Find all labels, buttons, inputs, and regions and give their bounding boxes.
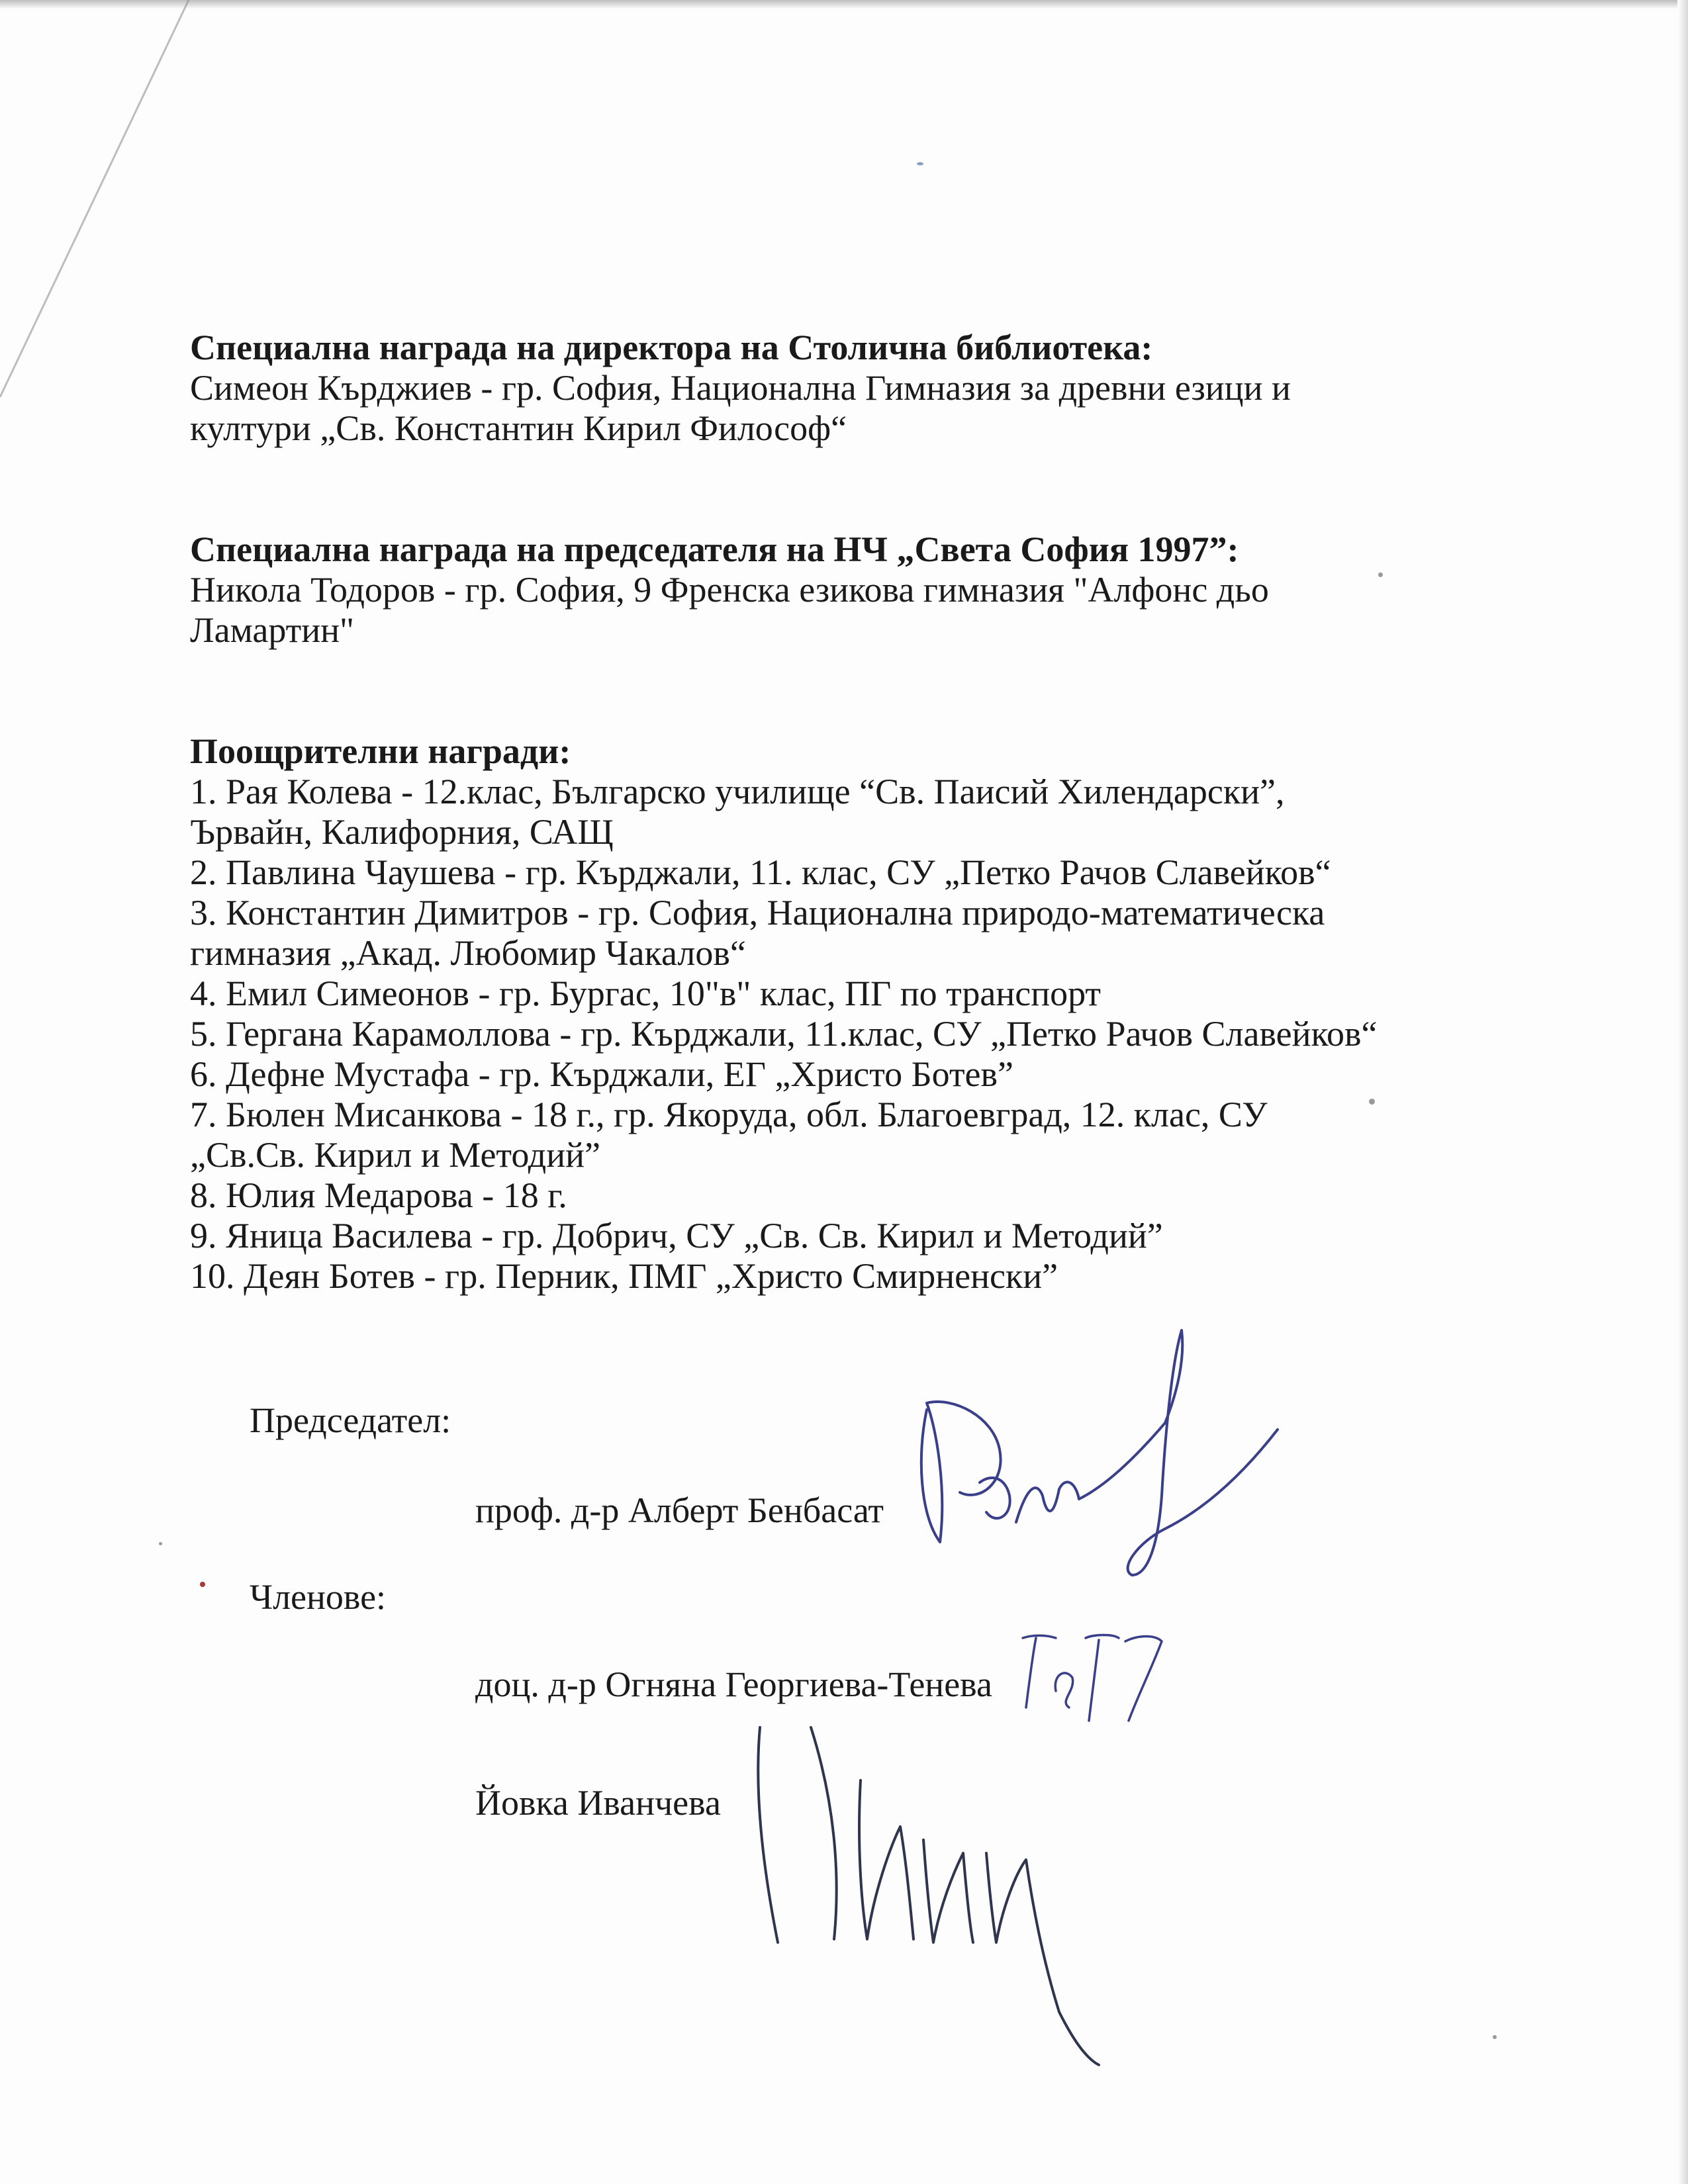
director-award-heading: Специална награда на директора на Столична библиотека:: [190, 328, 1153, 367]
director-award-line: култури „Св. Константин Кирил Философ“: [190, 408, 847, 448]
scan-speck: [1378, 572, 1383, 577]
chair-label: Председател:: [250, 1400, 451, 1440]
list-item: 10. Деян Ботев - гр. Перник, ПМГ „Христо Смирненски”: [190, 1256, 1058, 1296]
chairman-award-line: Ламартин": [190, 610, 355, 650]
chairman-award-heading: Специална награда на председателя на НЧ „Света София 1997”:: [190, 529, 1239, 569]
list-item: 5. Гергана Карамоллова - гр. Кърджали, 11.клас, СУ „Петко Рачов Славейков“: [190, 1014, 1378, 1054]
members-label: Членове:: [250, 1577, 387, 1617]
list-item: 7. Бюлен Мисанкова - 18 г., гр. Якоруда, обл. Благоевград, 12. клас, СУ: [190, 1095, 1268, 1134]
list-item: 2. Павлина Чаушева - гр. Кърджали, 11. клас, СУ „Петко Рачов Славейков“: [190, 852, 1331, 892]
member-1-signature: [1023, 1635, 1162, 1721]
scan-speck: [917, 162, 923, 165]
member-name: Йовка Иванчева: [475, 1783, 721, 1823]
encouragement-heading: Поощрителни награди:: [190, 731, 571, 771]
chair-signature: [921, 1330, 1278, 1575]
scan-speck: [1493, 2035, 1497, 2039]
list-item: Ървайн, Калифорния, САЩ: [190, 812, 614, 852]
director-award-line: Симеон Кърджиев - гр. София, Национална Гимназия за древни езици и: [190, 368, 1291, 408]
list-item: 8. Юлия Медарова - 18 г.: [190, 1175, 567, 1215]
scan-speck: [200, 1582, 205, 1587]
list-item: 4. Емил Симеонов - гр. Бургас, 10"в" клас, ПГ по транспорт: [190, 974, 1102, 1013]
list-item: 1. Рая Колева - 12.клас, Българско училище “Св. Паисий Хилендарски”,: [190, 772, 1285, 811]
list-item: 6. Дефне Мустафа - гр. Кърджали, ЕГ „Христо Ботев”: [190, 1054, 1013, 1094]
list-item: 9. Яница Василева - гр. Добрич, СУ „Св. Св. Кирил и Методий”: [190, 1216, 1163, 1255]
chair-name: проф. д-р Алберт Бенбасат: [475, 1490, 884, 1530]
member-name: доц. д-р Огняна Георгиева-Тенева: [475, 1664, 992, 1704]
list-item: „Св.Св. Кирил и Методий”: [190, 1135, 600, 1175]
list-item: 3. Константин Димитров - гр. София, Национална природо-математическа: [190, 893, 1325, 933]
member-2-signature: [758, 1727, 1099, 2065]
chairman-award-line: Никола Тодоров - гр. София, 9 Френска езикова гимназия "Алфонс дьо: [190, 570, 1269, 610]
scan-speck: [159, 1542, 162, 1545]
scan-speck: [1369, 1099, 1375, 1105]
list-item: гимназия „Акад. Любомир Чакалов“: [190, 933, 746, 973]
